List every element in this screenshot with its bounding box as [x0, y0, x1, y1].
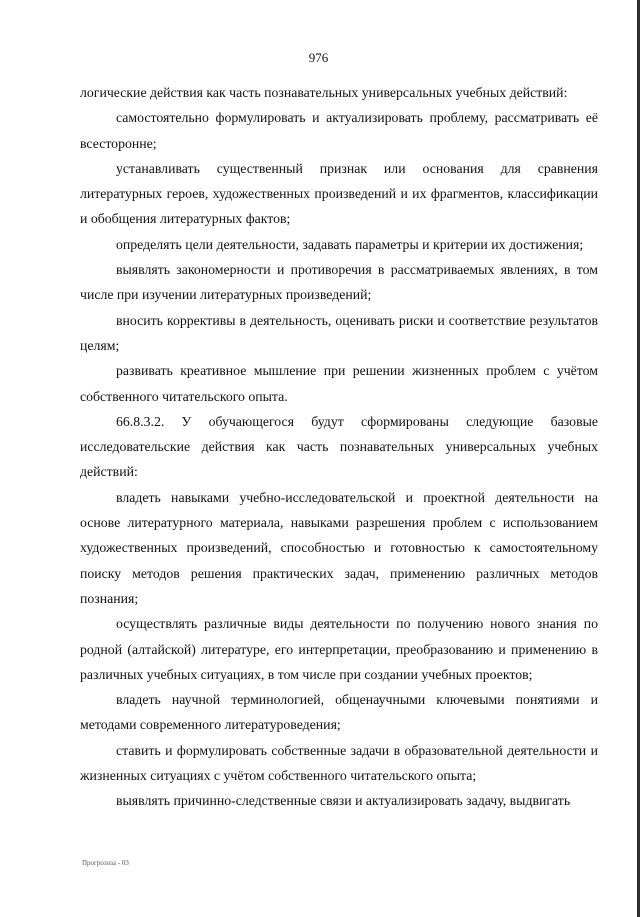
paragraph-2: самостоятельно формулировать и актуализировать проблему, рассматривать её всесторонне; [80, 110, 598, 151]
paragraph-5: выявлять закономерности и противоречия в рассматриваемых явлениях, в том числе при изучении литературных произведений; [80, 262, 598, 303]
section-heading-66-8-3-2: 66.8.3.2. У обучающегося будут сформированы следующие базовые исследовательские действия как часть познавательных универсальных учебных действий: [80, 413, 598, 480]
body-text [80, 80, 598, 814]
paragraph-1: логические действия как часть познавательных универсальных учебных действий: [80, 85, 568, 100]
paragraph-6: вносить коррективы в деятельность, оценивать риски и соответствие результатов целям; [80, 312, 598, 353]
paragraph-4: определять цели деятельности, задавать параметры и критерии их достижения; [116, 236, 584, 252]
paragraph-11: владеть научной терминологией, общенаучными ключевыми понятиями и методами современного литературоведения; [80, 692, 598, 733]
paragraph-3: устанавливать существенный признак или основания для сравнения литературных героев, художественных произведений и их фрагментов, классификации и обобщения литературных фактов; [80, 160, 598, 227]
paragraph-13: выявлять причинно-следственные связи и актуализировать задачу, выдвигать [116, 793, 571, 809]
paragraph-10: осуществлять различные виды деятельности по получению нового знания по родной (алтайской) литературе, его интерпретации, преобразованию и применению в различных учебных ситуациях, в том числе при создании учебных проектов; [80, 616, 598, 682]
paragraph-9: владеть навыками учебно-исследовательской и проектной деятельности на основе литературного материала, навыками разрешения проблем с использованием художественных произведений, способностью и готовностью к самостоятельному поиску методов решения практических задач, применению различных методов познания; [80, 489, 598, 606]
page-number: 976 [308, 50, 329, 65]
footer-stamp: Прогрозоза - 03 [82, 859, 129, 867]
paragraph-7: развивать креативное мышление при решении жизненных проблем с учётом собственного читательского опыта. [80, 363, 598, 404]
paragraph-12: ставить и формулировать собственные задачи в образовательной деятельности и жизненных ситуациях с учётом собственного читательского опыта; [80, 742, 598, 784]
